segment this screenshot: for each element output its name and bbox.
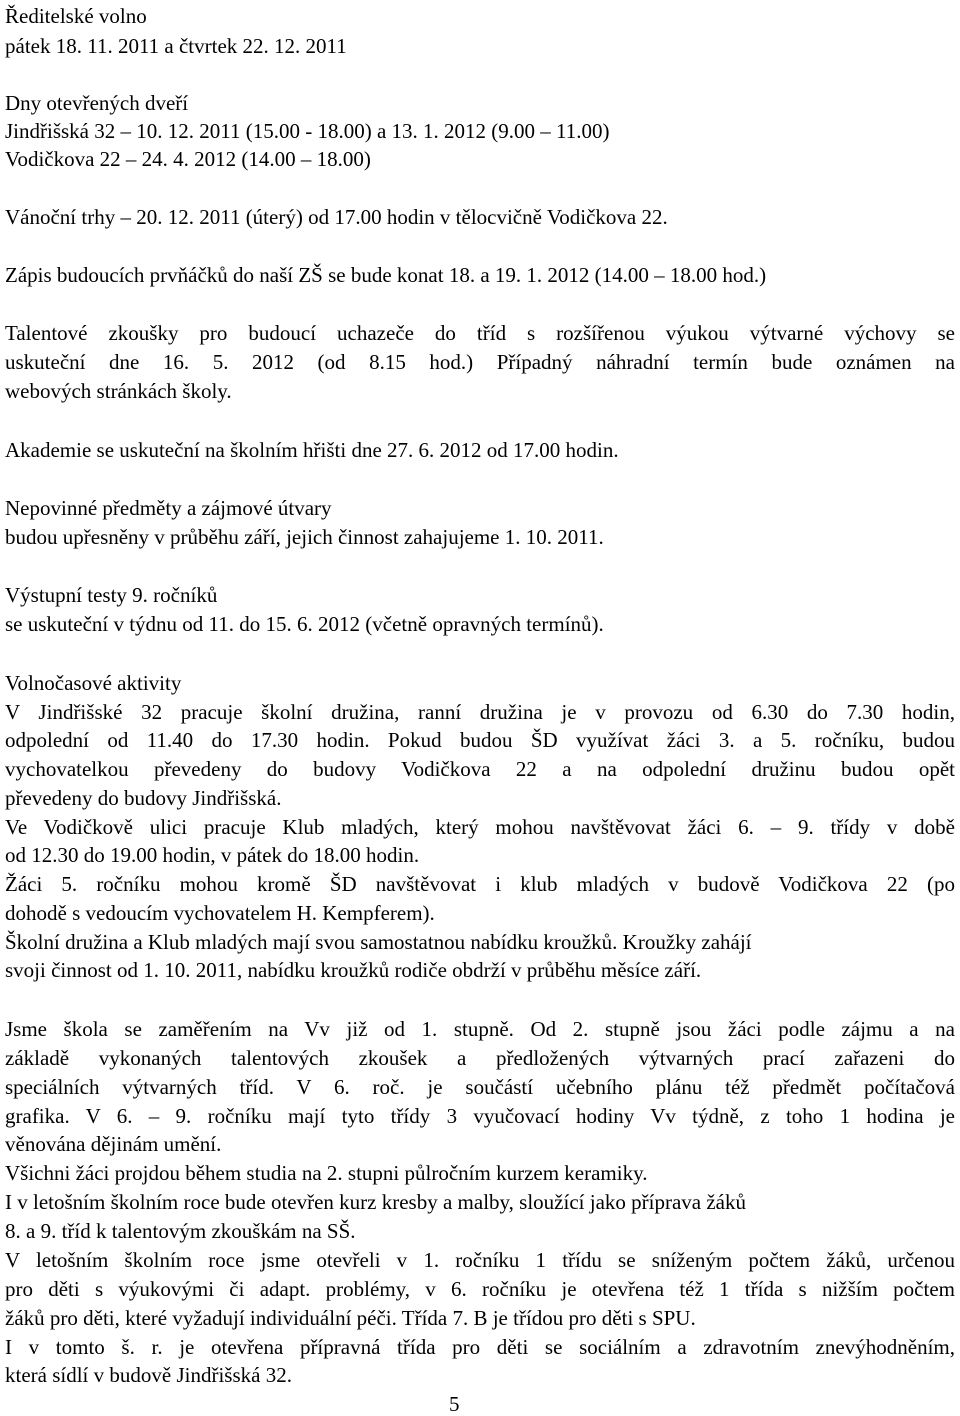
- text-line: převedeny do budovy Jindřišská.: [5, 786, 282, 810]
- text-line: od 12.30 do 19.00 hodin, v pátek do 18.00 hodin.: [5, 843, 420, 867]
- text-line: která sídlí v budově Jindřišská 32.: [5, 1363, 292, 1387]
- text-line-talentove: Talentové zkoušky pro budoucí uchazeče do tříd s rozšířenou výukou výtvarné výchovy se: [5, 321, 955, 345]
- text-line-zapis: Zápis budoucích prvňáčků do naší ZŠ se bude konat 18. a 19. 1. 2012 (14.00 – 18.00 hod.): [5, 263, 767, 287]
- text-line: Vodičkova 22 – 24. 4. 2012 (14.00 – 18.00): [5, 147, 371, 171]
- text-line: I v letošním školním roce bude otevřen kurz kresby a malby, sloužící jako příprava žáků: [5, 1190, 746, 1214]
- text-line: žáků pro děti, které vyžadují individuální péči. Třída 7. B je třídou pro děti s SPU.: [5, 1306, 696, 1330]
- text-line-akademie: Akademie se uskuteční na školním hřišti dne 27. 6. 2012 od 17.00 hodin.: [5, 438, 619, 462]
- text-line-vanocni-trhy: Vánoční trhy – 20. 12. 2011 (úterý) od 17.00 hodin v tělocvičně Vodičkova 22.: [5, 205, 668, 229]
- text-line: se uskuteční v týdnu od 11. do 15. 6. 2012 (včetně opravných termínů).: [5, 612, 604, 636]
- text-line: Jsme škola se zaměřením na Vv již od 1. stupně. Od 2. stupně jsou žáci podle zájmu a na: [5, 1017, 955, 1041]
- text-line: dohodě s vedoucím vychovatelem H. Kempferem).: [5, 901, 435, 925]
- text-line: uskuteční dne 16. 5. 2012 (od 8.15 hod.) Případný náhradní termín bude oznámen na: [5, 350, 955, 374]
- text-line: Všichni žáci projdou během studia na 2. stupni půlročním kurzem keramiky.: [5, 1161, 648, 1185]
- text-line: speciálních výtvarných tříd. V 6. roč. je součástí učebního plánu též předmět počítačová: [5, 1075, 955, 1099]
- text-line: Žáci 5. ročníku mohou kromě ŠD navštěvovat i klub mladých v budově Vodičkova 22 (po: [5, 872, 955, 896]
- text-line: V Jindřišské 32 pracuje školní družina, ranní družina je v provozu od 6.30 do 7.30 hodin,: [5, 700, 955, 724]
- text-line: Ve Vodičkově ulici pracuje Klub mladých, který mohou navštěvovat žáci 6. – 9. třídy v době: [5, 815, 955, 839]
- heading-volnocasove-aktivity: Volnočasové aktivity: [5, 671, 182, 695]
- text-line: V letošním školním roce jsme otevřeli v 1. ročníku 1 třídu se sníženým počtem žáků, určenou: [5, 1248, 955, 1272]
- heading-dny-otevrenych-dveri: Dny otevřených dveří: [5, 91, 189, 115]
- text-line: I v tomto š. r. je otevřena přípravná třída pro děti se sociálním a zdravotním znevýhodněním,: [5, 1335, 955, 1359]
- text-line: 8. a 9. tříd k talentovým zkouškám na SŠ.: [5, 1219, 356, 1243]
- text-line: věnována dějinám umění.: [5, 1132, 222, 1156]
- text-line: pro děti s výukovými či adapt. problémy, v 6. ročníku je otevřena též 1 třída s nižším počtem: [5, 1277, 955, 1301]
- text-line: Jindřišská 32 – 10. 12. 2011 (15.00 - 18.00) a 13. 1. 2012 (9.00 – 11.00): [5, 119, 610, 143]
- text-line: vychovatelkou převedeny do budovy Vodičkova 22 a na odpolední družinu budou opět: [5, 757, 955, 781]
- text-line: svoji činnost od 1. 10. 2011, nabídku kroužků rodiče obdrží v průběhu měsíce září.: [5, 958, 702, 982]
- heading-reditelske-volno: Ředitelské volno: [5, 4, 147, 28]
- text-line: grafika. V 6. – 9. ročníku mají tyto třídy 3 vyučovací hodiny Vv týdně, z toho 1 hodina je: [5, 1104, 955, 1128]
- text-line: budou upřesněny v průběhu září, jejich činnost zahajujeme 1. 10. 2011.: [5, 525, 604, 549]
- text-line: pátek 18. 11. 2011 a čtvrtek 22. 12. 2011: [5, 34, 347, 58]
- text-line: webových stránkách školy.: [5, 379, 232, 403]
- text-line: odpolední od 11.40 do 17.30 hodin. Pokud budou ŠD využívat žáci 3. a 5. ročníku, budou: [5, 728, 955, 752]
- text-line: základě vykonaných talentových zkoušek a předložených výtvarných prací zařazeni do: [5, 1046, 955, 1070]
- page-number: 5: [449, 1392, 460, 1416]
- text-line: Školní družina a Klub mladých mají svou samostatnou nabídku kroužků. Kroužky zahájí: [5, 930, 752, 954]
- heading-vystupni-testy: Výstupní testy 9. ročníků: [5, 583, 218, 607]
- heading-nepovinne-predmety: Nepovinné předměty a zájmové útvary: [5, 496, 332, 520]
